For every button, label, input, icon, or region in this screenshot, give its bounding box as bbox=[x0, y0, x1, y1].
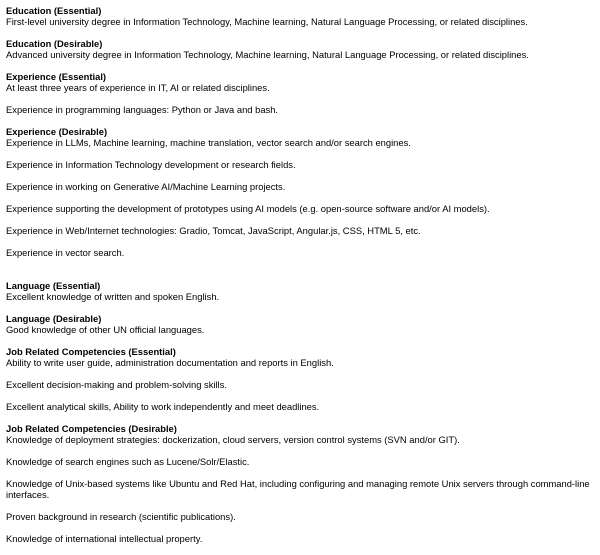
section-heading: Experience (Essential) bbox=[6, 71, 107, 82]
section-education-desirable bbox=[6, 38, 595, 60]
section-paragraph: Knowledge of Unix-based systems like Ubuntu and Red Hat, including configuring and managing remote Unix servers through command-line interfaces. bbox=[6, 478, 590, 500]
section-paragraph: Excellent decision-making and problem-solving skills. bbox=[6, 379, 227, 390]
section-heading: Job Related Competencies (Essential) bbox=[6, 346, 176, 357]
section-heading: Language (Essential) bbox=[6, 280, 101, 291]
section-experience-desirable bbox=[6, 126, 595, 258]
section-paragraph: Excellent analytical skills, Ability to work independently and meet deadlines. bbox=[6, 401, 320, 412]
section-paragraph: Experience in LLMs, Machine learning, machine translation, vector search and/or search engines. bbox=[6, 137, 411, 148]
section-paragraph: At least three years of experience in IT, AI or related disciplines. bbox=[6, 82, 270, 93]
section-language-essential bbox=[6, 280, 595, 302]
section-competencies-essential bbox=[6, 346, 595, 412]
section-paragraph: Experience supporting the development of prototypes using AI models (e.g. open-source software and/or AI models). bbox=[6, 203, 490, 214]
section-paragraph: Advanced university degree in Information Technology, Machine learning, Natural Language Processing, or related disciplines. bbox=[6, 49, 529, 60]
section-language-desirable bbox=[6, 313, 595, 335]
section-paragraph: Knowledge of international intellectual property. bbox=[6, 533, 203, 544]
section-paragraph: Experience in Web/Internet technologies: Gradio, Tomcat, JavaScript, Angular.js, CSS, HTML 5, etc. bbox=[6, 225, 421, 236]
section-paragraph: Ability to write user guide, administration documentation and reports in English. bbox=[6, 357, 334, 368]
section-heading: Experience (Desirable) bbox=[6, 126, 108, 137]
section-paragraph: Excellent knowledge of written and spoken English. bbox=[6, 291, 220, 302]
section-paragraph: Experience in Information Technology development or research fields. bbox=[6, 159, 296, 170]
section-paragraph: First-level university degree in Information Technology, Machine learning, Natural Language Processing, or related disciplines. bbox=[6, 16, 528, 27]
section-experience-essential bbox=[6, 71, 595, 115]
section-heading: Job Related Competencies (Desirable) bbox=[6, 423, 177, 434]
section-paragraph: Experience in programming languages: Python or Java and bash. bbox=[6, 104, 279, 115]
section-heading: Language (Desirable) bbox=[6, 313, 102, 324]
section-paragraph: Knowledge of search engines such as Lucene/Solr/Elastic. bbox=[6, 456, 250, 467]
section-paragraph: Experience in working on Generative AI/Machine Learning projects. bbox=[6, 181, 286, 192]
section-heading: Education (Desirable) bbox=[6, 38, 103, 49]
section-heading: Education (Essential) bbox=[6, 5, 102, 16]
section-paragraph: Knowledge of deployment strategies: dockerization, cloud servers, version control systems (SVN and/or GIT). bbox=[6, 434, 460, 445]
section-paragraph: Proven background in research (scientific publications). bbox=[6, 511, 236, 522]
section-education-essential bbox=[6, 5, 595, 27]
section-competencies-desirable bbox=[6, 423, 595, 544]
section-paragraph: Experience in vector search. bbox=[6, 247, 125, 258]
section-paragraph: Good knowledge of other UN official languages. bbox=[6, 324, 205, 335]
